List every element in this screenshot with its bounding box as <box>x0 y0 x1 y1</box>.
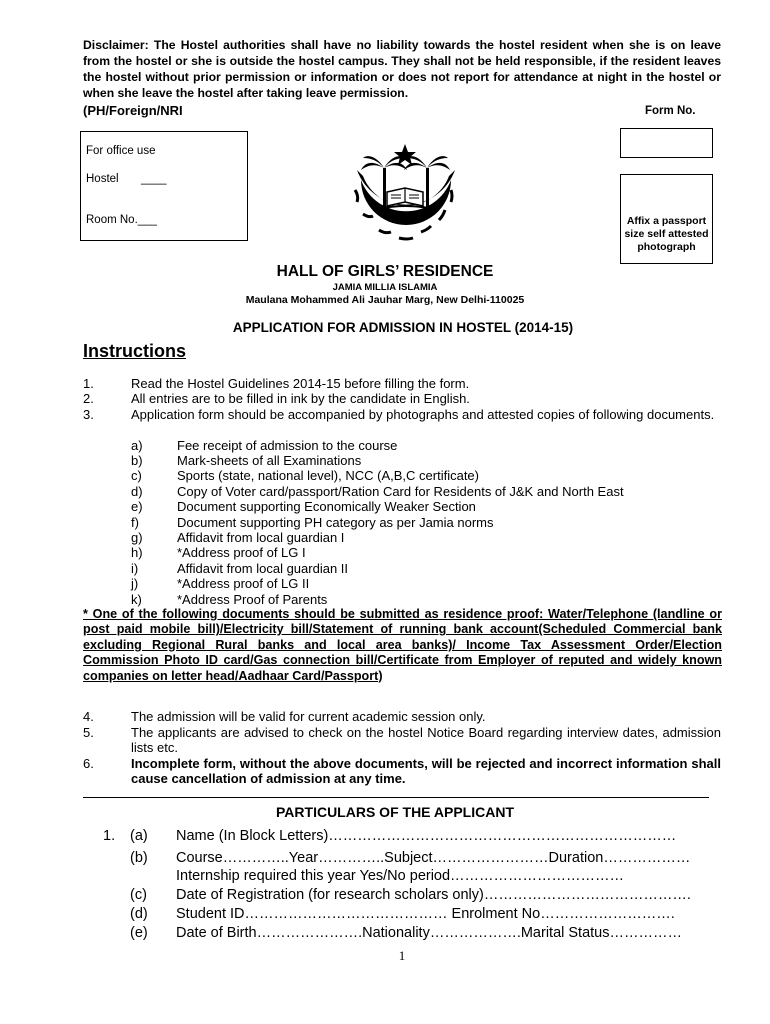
document-letter: h) <box>131 545 143 561</box>
instruction-number: 5. <box>83 725 94 740</box>
document-letter: i) <box>131 560 139 576</box>
internship-field[interactable]: Internship required this year Yes/No period……………………………… <box>176 868 625 884</box>
instruction-text: Application form should be accompanied by photographs and attested copies of following documents. <box>131 406 715 422</box>
particulars-label: (b) <box>130 850 148 866</box>
instruction-text: Read the Hostel Guidelines 2014-15 before filling the form. <box>131 376 470 391</box>
university-address: Maulana Mohammed Ali Jauhar Marg, New Delhi-110025 <box>245 294 525 306</box>
document-text: Affidavit from local guardian I <box>177 530 345 545</box>
application-title: APPLICATION FOR ADMISSION IN HOSTEL (2014-15) <box>232 320 574 335</box>
document-letter: d) <box>131 483 143 499</box>
photo-box <box>620 174 713 264</box>
room-no-label: Room No.___ <box>86 214 157 226</box>
university-emblem-icon <box>343 140 468 252</box>
document-letter: f) <box>131 514 139 530</box>
particulars-label: (a) <box>130 828 148 844</box>
photo-line-3: photograph <box>637 241 696 253</box>
document-text: *Address proof of LG I <box>177 545 306 561</box>
disclaimer-text: Disclaimer: The Hostel authorities shall have no liability towards the hostel resident when she is on leave from the hostel or she is outside the hostel campus. They shall not be held responsible, if the resident leaves the hostel without prior permission or information or does not report for attendance at night in the hostel or when she leave the hostel after taking leave permission. <box>83 38 721 100</box>
section-divider <box>83 797 709 798</box>
registration-date-field[interactable]: Date of Registration (for research scholars only)……………………………………. <box>176 887 691 903</box>
document-text: Fee receipt of admission to the course <box>177 437 398 453</box>
instruction-text-warning: Incomplete form, without the above documents, will be rejected and incorrect information shall cause cancellation of admission at any time. <box>131 756 721 787</box>
document-letter: c) <box>131 468 142 484</box>
particulars-section-number: 1. <box>103 828 116 844</box>
particulars-label: (c) <box>130 887 147 903</box>
particulars-label: (d) <box>130 906 148 922</box>
instruction-number: 6. <box>83 756 94 771</box>
instruction-text: All entries are to be filled in ink by the candidate in English. <box>131 391 470 407</box>
instruction-number: 2. <box>83 391 94 407</box>
hostel-label: Hostel <box>86 173 119 185</box>
document-text: Mark-sheets of all Examinations <box>177 453 362 468</box>
document-letter: e) <box>131 499 143 515</box>
photo-line-2: size self attested <box>624 228 709 240</box>
form-no-field[interactable] <box>620 128 713 158</box>
residence-proof-note: * One of the following documents should be submitted as residence proof: Water/Telephone (landline or post paid mobile bill)/Electricity bill/Statement of running bank account(Scheduled Commercial bank excluding Regional Rural banks and local area banks)/ Income Tax Assessment Order/Election Commission Photo ID card/Gas connection bill/Certificate from Employer of reputed and widely known companies on letter head/Aadhaar Card/Passport) <box>83 607 722 683</box>
document-letter: j) <box>131 576 139 592</box>
instruction-text: The applicants are advised to check on the hostel Notice Board regarding interview dates, admission lists etc. <box>131 725 721 756</box>
document-letter: g) <box>131 530 143 545</box>
page-number: 1 <box>398 948 406 963</box>
document-letter: k) <box>131 591 142 607</box>
document-text: *Address proof of LG II <box>177 576 310 592</box>
document-text: Affidavit from local guardian II <box>177 560 349 576</box>
hostel-blank: ____ <box>141 173 167 185</box>
document-text: *Address Proof of Parents <box>177 591 328 607</box>
date-of-birth-field[interactable]: Date of Birth………………….Nationality……………….Marital Status…………… <box>176 925 682 941</box>
document-text: Sports (state, national level), NCC (A,B,C certificate) <box>177 468 479 484</box>
office-use-title: For office use <box>86 145 156 157</box>
instructions-heading: Instructions <box>83 341 187 361</box>
document-letter: a) <box>131 437 143 453</box>
photo-line-1: Affix a passport <box>626 215 707 227</box>
instruction-number: 1. <box>83 376 94 391</box>
document-text: Copy of Voter card/passport/Ration Card for Residents of J&K and North East <box>177 483 624 499</box>
particulars-label: (e) <box>130 925 148 941</box>
document-text: Document supporting PH category as per Jamia norms <box>177 514 494 530</box>
instruction-number: 4. <box>83 709 94 724</box>
university-name: JAMIA MILLIA ISLAMIA <box>332 282 438 293</box>
course-field[interactable]: Course…………..Year…………..Subject……………………Duration……………… <box>176 850 691 866</box>
name-field[interactable]: Name (In Block Letters)……………………………………………………………… <box>176 828 677 844</box>
student-id-field[interactable]: Student ID…………………………………… Enrolment No………………………. <box>176 906 675 922</box>
office-use-box <box>80 131 248 241</box>
hall-title: HALL OF GIRLS’ RESIDENCE <box>276 263 494 280</box>
category-label: (PH/Foreign/NRI <box>83 103 183 118</box>
form-no-label: Form No. <box>645 105 696 117</box>
instruction-text: The admission will be valid for current academic session only. <box>131 709 486 724</box>
document-text: Document supporting Economically Weaker Section <box>177 499 476 515</box>
particulars-heading: PARTICULARS OF THE APPLICANT <box>276 804 514 820</box>
instruction-number: 3. <box>83 406 94 422</box>
document-letter: b) <box>131 453 143 468</box>
